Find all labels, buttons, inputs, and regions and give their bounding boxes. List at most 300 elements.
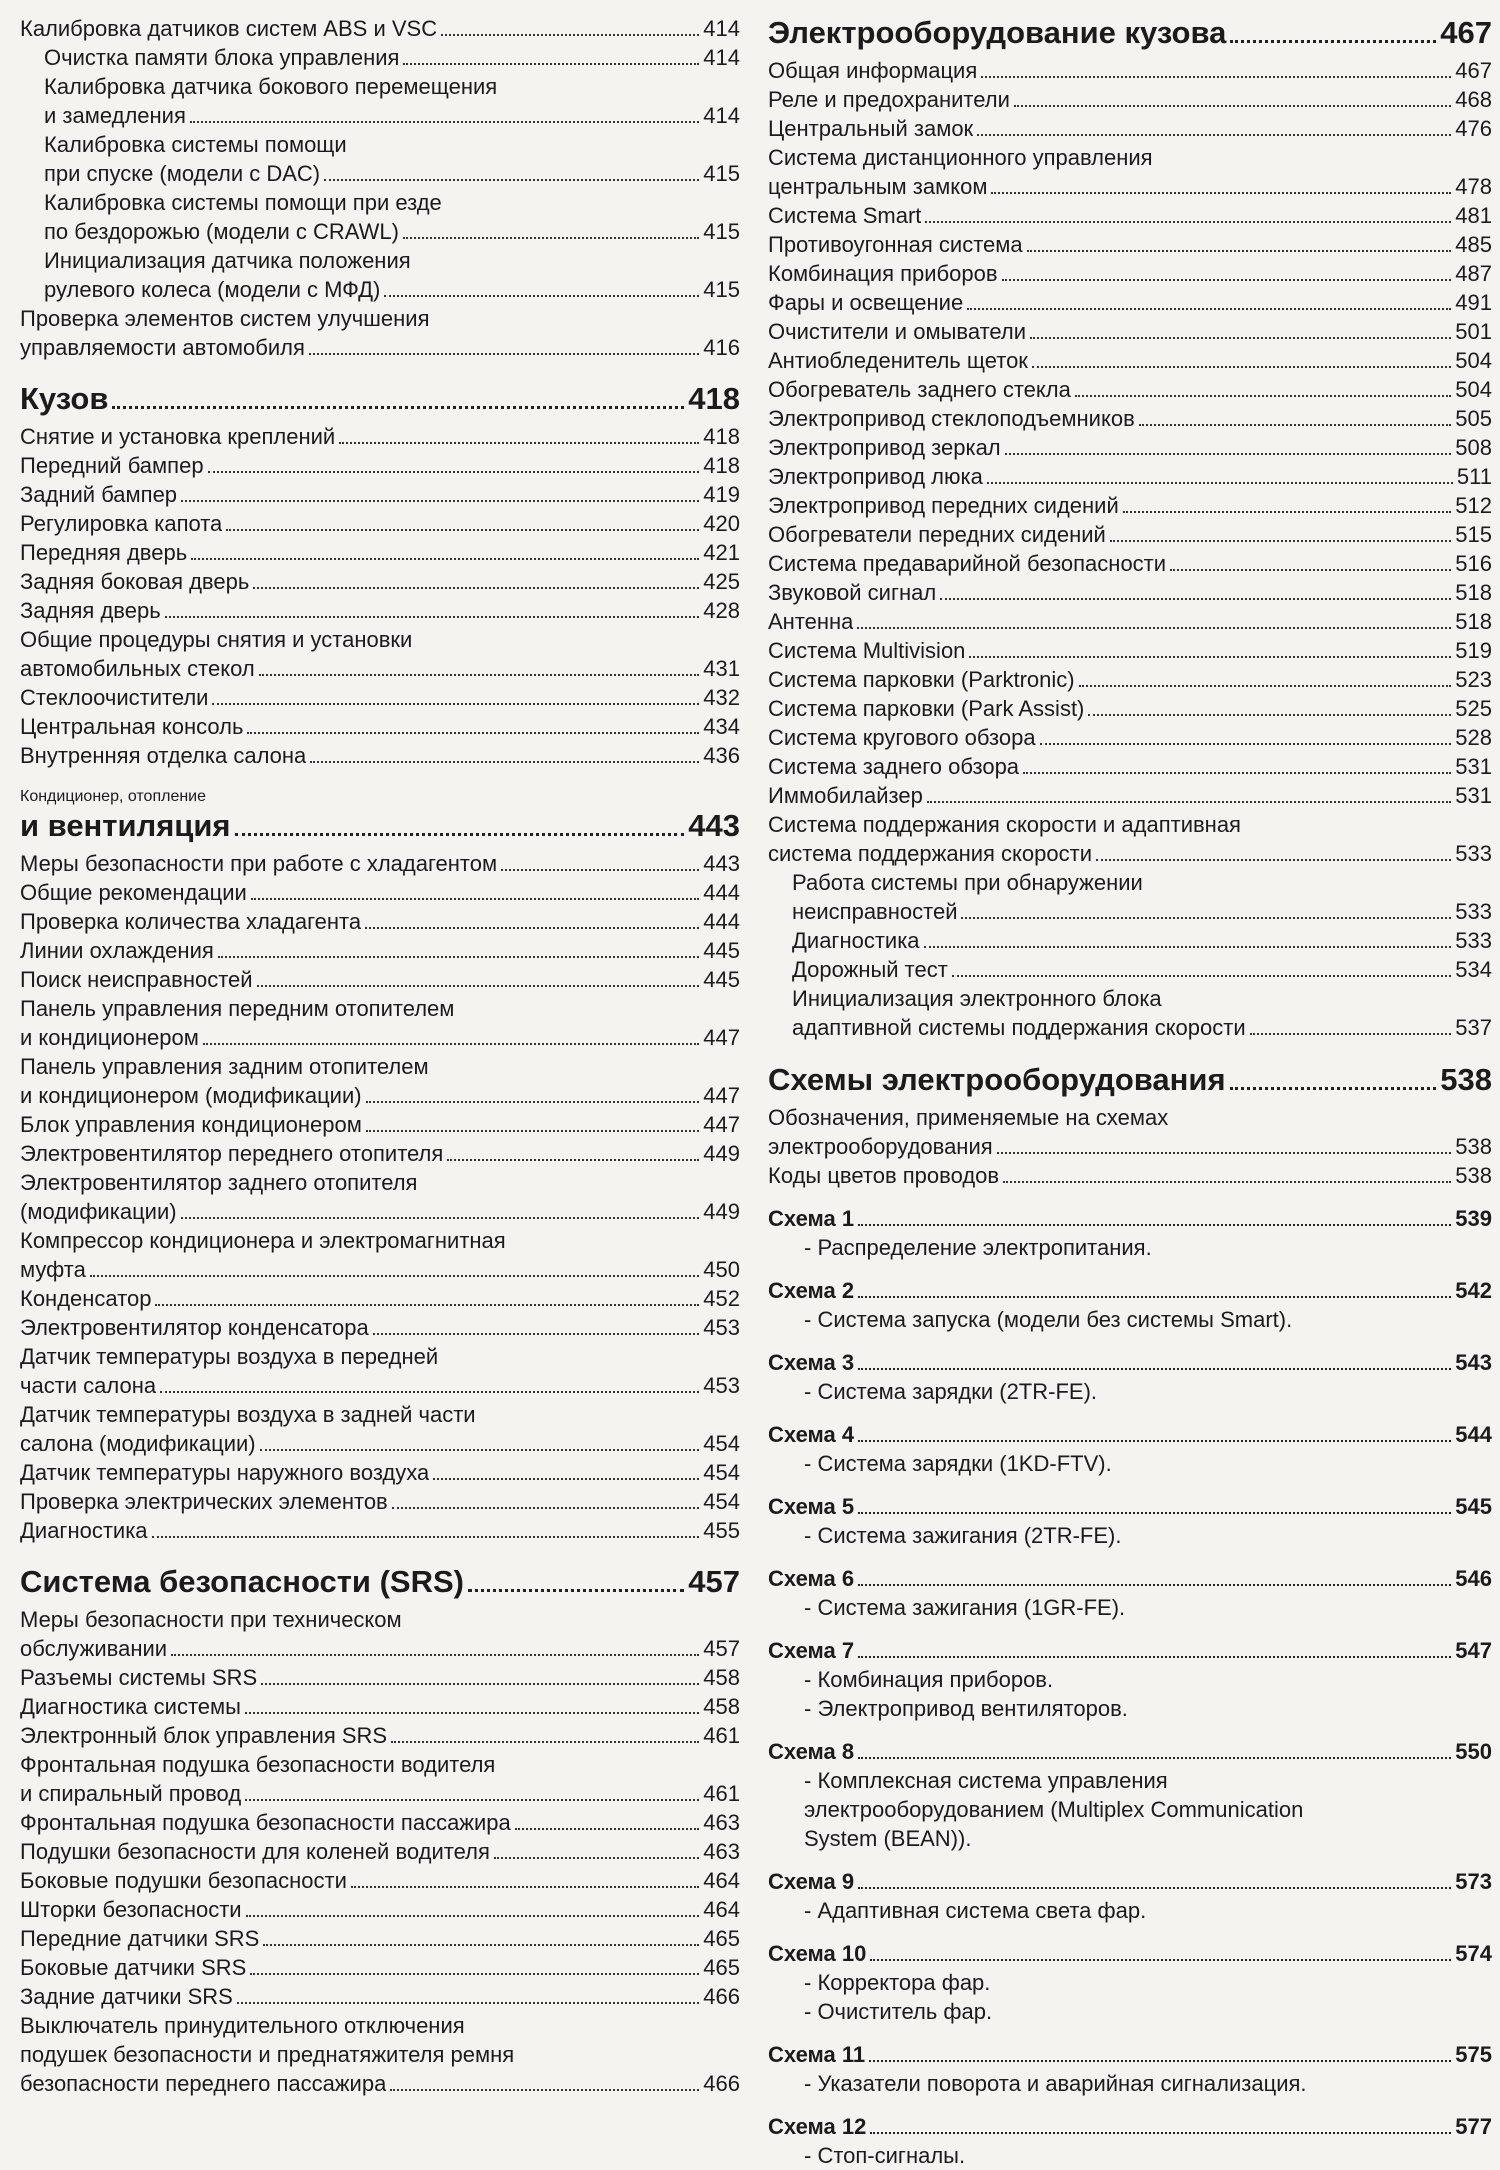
entry-row — [768, 607, 1492, 636]
toc-entry[interactable] — [768, 114, 1492, 143]
page-number: 518 — [1455, 580, 1492, 606]
entry-text: Работа системы при обнаружении — [792, 870, 1143, 896]
scheme-item[interactable] — [768, 1867, 1492, 1896]
entry-row — [20, 1837, 740, 1866]
page-number: 467 — [1455, 58, 1492, 84]
toc-entry[interactable] — [768, 56, 1492, 85]
page-number: 533 — [1455, 928, 1492, 954]
toc-entry[interactable] — [768, 85, 1492, 114]
scheme-item[interactable] — [768, 1420, 1492, 1449]
scheme-item[interactable] — [768, 1204, 1492, 1233]
dot-leader — [1030, 318, 1451, 340]
entry-text: Иммобилайзер — [768, 783, 923, 809]
section-title: Система безопасности (SRS) — [20, 1564, 464, 1600]
toc-entry[interactable] — [20, 596, 740, 625]
entry-text: Поиск неисправностей — [20, 966, 253, 992]
right-column — [768, 14, 1492, 2170]
entry-text: Электропривод передних сидений — [768, 493, 1119, 519]
toc-entry[interactable] — [20, 480, 740, 509]
scheme-item[interactable] — [768, 1276, 1492, 1305]
entry-row — [20, 596, 740, 625]
page-number: 525 — [1455, 696, 1492, 722]
page-number: 538 — [1455, 1133, 1492, 1159]
page-number: 455 — [703, 1517, 740, 1543]
dot-leader — [191, 539, 699, 561]
toc-entry[interactable] — [20, 1982, 740, 2011]
page-number: 420 — [703, 511, 740, 537]
dot-leader — [925, 202, 1451, 224]
scheme-item[interactable] — [768, 1636, 1492, 1665]
entry-text: Система парковки (Parktronic) — [768, 667, 1075, 693]
entry-row — [768, 491, 1492, 520]
dot-leader — [373, 1313, 700, 1335]
entry-text: Общие процедуры снятия и установки — [20, 627, 413, 653]
dot-leader — [997, 1132, 1452, 1154]
section-heading[interactable] — [20, 1563, 740, 1599]
entry-text: Калибровка датчиков систем ABS и VSC — [20, 16, 438, 41]
dot-leader — [981, 57, 1451, 79]
toc-entry[interactable] — [20, 1895, 740, 1924]
toc-entry[interactable] — [768, 201, 1492, 230]
page-number: 447 — [703, 1082, 740, 1108]
entry-text: Проверка электрических элементов — [20, 1488, 388, 1514]
toc-entry[interactable] — [20, 14, 740, 43]
page-number: 461 — [703, 1781, 740, 1807]
entry-text: Система Multivision — [768, 638, 966, 664]
page-number: 464 — [703, 1897, 740, 1923]
toc-entry[interactable] — [768, 230, 1492, 259]
entry-row — [20, 1371, 740, 1400]
page-number: 414 — [703, 103, 740, 128]
dot-leader — [870, 2112, 1451, 2134]
scheme-page: 577 — [1455, 2113, 1492, 2139]
toc-entry[interactable] — [20, 907, 740, 936]
toc-entry[interactable] — [20, 1139, 740, 1168]
entry-text: Конденсатор — [20, 1285, 152, 1311]
entry-row — [20, 422, 740, 451]
toc-entry[interactable] — [20, 683, 740, 712]
dot-leader — [390, 2069, 699, 2091]
toc-entry[interactable] — [20, 1605, 740, 1663]
toc-entry[interactable] — [20, 1750, 740, 1808]
entry-text: Внутренняя отделка салона — [20, 743, 307, 769]
toc-entry[interactable] — [768, 317, 1492, 346]
page-number: 418 — [703, 424, 740, 450]
page-number: 454 — [703, 1488, 740, 1514]
page-number: 447 — [703, 1024, 740, 1050]
page-number: 487 — [1455, 261, 1492, 287]
dot-leader — [112, 380, 684, 409]
toc-entry[interactable] — [20, 1458, 740, 1487]
toc-entry[interactable] — [20, 246, 740, 304]
entry-row — [20, 1081, 740, 1110]
entry-row — [768, 520, 1492, 549]
toc-entry[interactable] — [20, 625, 740, 683]
page-number: 431 — [703, 656, 740, 682]
dot-leader — [1088, 695, 1451, 717]
dot-leader — [977, 115, 1451, 137]
dot-leader — [858, 1420, 1451, 1442]
entry-text: Инициализация датчика положения — [44, 248, 411, 273]
dot-leader — [181, 1197, 700, 1219]
entry-row — [768, 549, 1492, 578]
entry-text: Панель управления передним отопителем — [20, 995, 455, 1021]
scheme-description: - Система зажигания (1GR-FE). — [804, 1594, 1126, 1620]
section-title: Кузов — [20, 381, 109, 417]
entry-row — [44, 43, 740, 72]
page-number: 444 — [703, 908, 740, 934]
scheme-item[interactable] — [768, 1737, 1492, 1766]
dot-leader — [858, 1276, 1451, 1298]
entry-text: Электропривод стеклоподъемников — [768, 406, 1135, 432]
entry-text: Общие рекомендации — [20, 879, 247, 905]
dot-leader — [1170, 550, 1451, 572]
entry-text: Боковые датчики SRS — [20, 1955, 247, 1981]
section-heading[interactable] — [768, 14, 1492, 50]
page-number: 432 — [703, 685, 740, 711]
dot-leader — [366, 1081, 700, 1103]
entry-text: Система поддержания скорости и адаптивная — [768, 812, 1241, 838]
toc-entry[interactable] — [768, 433, 1492, 462]
toc-entry[interactable] — [20, 1808, 740, 1837]
toc-entry[interactable] — [768, 810, 1492, 868]
toc-entry[interactable] — [20, 509, 740, 538]
entry-text: Меры безопасности при техническом — [20, 1607, 402, 1633]
toc-entry[interactable] — [20, 188, 740, 246]
entry-text: Электровентилятор заднего отопителя — [20, 1169, 418, 1195]
entry-text: Боковые подушки безопасности — [20, 1868, 347, 1894]
toc-entry[interactable] — [20, 1721, 740, 1750]
entry-row — [768, 346, 1492, 375]
page-number: 414 — [703, 16, 740, 41]
entry-text: Передние датчики SRS — [20, 1926, 260, 1952]
toc-entry[interactable] — [768, 1103, 1492, 1161]
toc-entry[interactable] — [20, 1692, 740, 1721]
entry-text: центральным замком — [768, 174, 988, 200]
page-number: 418 — [703, 453, 740, 479]
entry-row — [20, 1634, 740, 1663]
section-heading[interactable] — [768, 1060, 1492, 1096]
dot-leader — [247, 713, 699, 735]
page-number: 504 — [1455, 348, 1492, 374]
entry-text: Датчик температуры воздуха в задней части — [20, 1401, 476, 1427]
dot-leader — [1123, 492, 1452, 514]
scheme-page: 547 — [1455, 1637, 1492, 1663]
page-number: 425 — [703, 569, 740, 595]
entry-text: Задние датчики SRS — [20, 1984, 233, 2010]
toc-entry[interactable] — [20, 567, 740, 596]
toc-entry[interactable] — [768, 694, 1492, 723]
entry-row — [20, 1284, 740, 1313]
page-number: 518 — [1455, 609, 1492, 635]
entry-text: Компрессор кондиционера и электромагнитная — [20, 1227, 506, 1253]
page-number: 415 — [703, 277, 740, 302]
page-number: 458 — [703, 1665, 740, 1691]
entry-text: Датчик температуры воздуха в передней — [20, 1343, 439, 1369]
page-number: 450 — [703, 1256, 740, 1282]
toc-entry[interactable] — [768, 491, 1492, 520]
toc-entry[interactable] — [768, 375, 1492, 404]
scheme-page: 575 — [1455, 2041, 1492, 2067]
scheme-description: - Стоп-сигналы. — [804, 2142, 966, 2168]
toc-entry[interactable] — [768, 926, 1492, 955]
entry-row — [768, 288, 1492, 317]
dot-leader — [991, 173, 1451, 195]
entry-row — [20, 1663, 740, 1692]
entry-text: Антиобледенитель щеток — [768, 348, 1028, 374]
toc-entry[interactable] — [20, 1400, 740, 1458]
scheme-label: Схема 3 — [768, 1349, 855, 1375]
entry-text: Система Smart — [768, 203, 922, 229]
section-page: 418 — [688, 381, 740, 417]
entry-row — [20, 1721, 740, 1750]
scheme-item[interactable] — [768, 2040, 1492, 2069]
section-title: и вентиляция — [20, 807, 231, 843]
toc-entry[interactable] — [20, 878, 740, 907]
dot-leader — [858, 1348, 1451, 1370]
toc-entry[interactable] — [20, 1110, 740, 1139]
dot-leader — [858, 1492, 1451, 1514]
page-number: 465 — [703, 1926, 740, 1952]
scheme-description: - Электропривод вентиляторов. — [804, 1695, 1128, 1721]
dot-leader — [190, 101, 699, 123]
page-number: 453 — [703, 1314, 740, 1340]
page-number: 465 — [703, 1955, 740, 1981]
entry-row — [20, 333, 740, 362]
entry-row — [768, 85, 1492, 114]
toc-entry[interactable] — [768, 288, 1492, 317]
toc-entry[interactable] — [20, 1226, 740, 1284]
toc-entry[interactable] — [20, 1663, 740, 1692]
dot-leader — [857, 608, 1451, 630]
page-number: 445 — [703, 937, 740, 963]
section-title: Схемы электрооборудования — [768, 1061, 1226, 1097]
section-heading-row — [20, 806, 740, 842]
dot-leader — [155, 1284, 699, 1306]
toc-entry[interactable] — [768, 955, 1492, 984]
toc-entry[interactable] — [768, 549, 1492, 578]
toc-entry[interactable] — [20, 741, 740, 770]
page-number: 512 — [1455, 493, 1492, 519]
entry-text: рулевого колеса (модели с МФД) — [44, 277, 381, 302]
toc-entry[interactable] — [20, 849, 740, 878]
page-number: 531 — [1455, 783, 1492, 809]
scheme-page: 543 — [1455, 1349, 1492, 1375]
toc-entry[interactable] — [20, 965, 740, 994]
dot-leader — [494, 1837, 699, 1859]
scheme-item[interactable] — [768, 1348, 1492, 1377]
entry-text: Система предаварийной безопасности — [768, 551, 1167, 577]
scheme-label: Схема 2 — [768, 1277, 855, 1303]
dot-leader — [858, 1636, 1451, 1658]
entry-row — [20, 1197, 740, 1226]
entry-text: неисправностей — [792, 899, 958, 925]
section-heading[interactable] — [20, 788, 740, 842]
entry-row — [768, 230, 1492, 259]
page-number: 478 — [1455, 174, 1492, 200]
entry-row — [20, 1139, 740, 1168]
entry-text: Меры безопасности при работе с хладагентом — [20, 850, 498, 876]
toc-entry[interactable] — [768, 752, 1492, 781]
entry-text: и спиральный провод — [20, 1781, 242, 1807]
scheme-description: - Система зарядки (2TR-FE). — [804, 1378, 1098, 1404]
dot-leader — [245, 1779, 699, 1801]
scheme-item[interactable] — [768, 1939, 1492, 1968]
page-number: 534 — [1455, 957, 1492, 983]
dot-leader — [365, 907, 699, 929]
scheme-page: 544 — [1455, 1421, 1492, 1447]
toc-entry[interactable] — [768, 868, 1492, 926]
page-number: 538 — [1455, 1162, 1492, 1188]
scheme-label: Схема 1 — [768, 1205, 855, 1231]
toc-entry[interactable] — [768, 723, 1492, 752]
entry-text: Задняя боковая дверь — [20, 569, 250, 595]
dot-leader — [870, 1939, 1451, 1961]
entry-row — [20, 14, 740, 43]
page-number: 463 — [703, 1810, 740, 1836]
entry-text: Система дистанционного управления — [768, 145, 1153, 171]
toc-entry[interactable] — [20, 72, 740, 130]
toc-entry[interactable] — [768, 665, 1492, 694]
dot-leader — [468, 1563, 684, 1592]
dot-leader — [952, 956, 1451, 978]
entry-text: салона (модификации) — [20, 1430, 256, 1456]
page-number: 421 — [703, 540, 740, 566]
scheme-item[interactable] — [768, 2112, 1492, 2141]
toc-entry[interactable] — [768, 143, 1492, 201]
toc-entry[interactable] — [20, 1313, 740, 1342]
dot-leader — [245, 1692, 699, 1714]
entry-row — [20, 1458, 740, 1487]
page-number: 519 — [1455, 638, 1492, 664]
dot-leader — [1032, 347, 1451, 369]
toc-entry[interactable] — [768, 984, 1492, 1042]
page-number: 508 — [1455, 435, 1492, 461]
entry-text: безопасности переднего пассажира — [20, 2071, 387, 2097]
toc-entry[interactable] — [20, 1168, 740, 1226]
dot-leader — [1075, 376, 1451, 398]
scheme-label: Схема 9 — [768, 1868, 855, 1894]
entry-text: Снятие и установка креплений — [20, 424, 336, 450]
dot-leader — [90, 1255, 699, 1277]
toc-entry[interactable] — [768, 404, 1492, 433]
entry-text: Центральная консоль — [20, 714, 244, 740]
scheme-description: - Комбинация приборов. — [804, 1666, 1054, 1692]
dot-leader — [212, 684, 699, 706]
entry-text: Задняя дверь — [20, 598, 161, 624]
scheme-item[interactable] — [768, 1564, 1492, 1593]
toc-entry[interactable] — [20, 1284, 740, 1313]
toc-entry[interactable] — [768, 636, 1492, 665]
toc-entry[interactable] — [20, 1953, 740, 1982]
entry-text: Передний бампер — [20, 453, 204, 479]
toc-entry[interactable] — [768, 607, 1492, 636]
dot-leader — [351, 1866, 699, 1888]
page-number: 531 — [1455, 754, 1492, 780]
entry-text: Передняя дверь — [20, 540, 188, 566]
entry-text: и кондиционером — [20, 1024, 199, 1050]
page-number: 468 — [1455, 87, 1492, 113]
dot-leader — [250, 1953, 699, 1975]
toc-entry[interactable] — [768, 346, 1492, 375]
toc-entry[interactable] — [768, 781, 1492, 810]
dot-leader — [961, 898, 1451, 920]
dot-leader — [237, 1982, 699, 2004]
page-number: 515 — [1455, 522, 1492, 548]
toc-entry[interactable] — [20, 994, 740, 1052]
entry-row — [20, 654, 740, 683]
toc-entry[interactable] — [20, 422, 740, 451]
dot-leader — [1230, 1060, 1437, 1089]
toc-entry[interactable] — [20, 538, 740, 567]
page-number: 454 — [703, 1459, 740, 1485]
toc-entry[interactable] — [20, 304, 740, 362]
scheme-label: Схема 10 — [768, 1940, 867, 1966]
entry-text: по бездорожью (модели с CRAWL) — [44, 219, 399, 244]
entry-row — [768, 1132, 1492, 1161]
entry-row — [768, 56, 1492, 85]
dot-leader — [366, 1110, 699, 1132]
section-heading[interactable] — [20, 380, 740, 416]
toc-entry[interactable] — [768, 520, 1492, 549]
toc-entry[interactable] — [20, 712, 740, 741]
toc-entry[interactable] — [20, 1837, 740, 1866]
section-page: 538 — [1440, 1061, 1492, 1097]
page-number: 447 — [703, 1111, 740, 1137]
dot-leader — [924, 927, 1452, 949]
toc-entry[interactable] — [20, 1866, 740, 1895]
entry-text: и замедления — [44, 103, 186, 128]
toc-entry[interactable] — [20, 43, 740, 72]
entry-row — [20, 712, 740, 741]
dot-leader — [251, 878, 699, 900]
dot-leader — [259, 655, 700, 677]
toc-entry[interactable] — [768, 462, 1492, 491]
entry-row — [768, 723, 1492, 752]
toc-entry[interactable] — [20, 451, 740, 480]
page-number: 415 — [703, 161, 740, 186]
section-page: 443 — [688, 807, 740, 843]
scheme-item[interactable] — [768, 1492, 1492, 1521]
entry-text: Звуковой сигнал — [768, 580, 937, 606]
toc-entry[interactable] — [768, 578, 1492, 607]
dot-leader — [261, 1663, 699, 1685]
scheme-description: - Распределение электропитания. — [804, 1234, 1152, 1260]
entry-row — [20, 1866, 740, 1895]
toc-entry[interactable] — [20, 2011, 740, 2098]
toc-entry[interactable] — [20, 1342, 740, 1400]
toc-entry[interactable] — [20, 130, 740, 188]
dot-leader — [165, 597, 700, 619]
toc-entry[interactable] — [20, 1516, 740, 1545]
entry-text: Очистители и омыватели — [768, 319, 1027, 345]
page-number: 485 — [1455, 232, 1492, 258]
page-number: 463 — [703, 1839, 740, 1865]
entry-text: Калибровка системы помощи — [44, 132, 347, 157]
toc-entry[interactable] — [20, 936, 740, 965]
entry-text: Стеклоочистители — [20, 685, 209, 711]
toc-entry[interactable] — [20, 1052, 740, 1110]
toc-entry[interactable] — [20, 1487, 740, 1516]
dot-leader — [309, 333, 699, 355]
entry-text: Система заднего обзора — [768, 754, 1020, 780]
dot-leader — [969, 637, 1451, 659]
entry-row — [768, 636, 1492, 665]
toc-entry[interactable] — [20, 1924, 740, 1953]
toc-entry[interactable] — [768, 259, 1492, 288]
toc-entry[interactable] — [768, 1161, 1492, 1190]
page-number: 416 — [703, 335, 740, 360]
